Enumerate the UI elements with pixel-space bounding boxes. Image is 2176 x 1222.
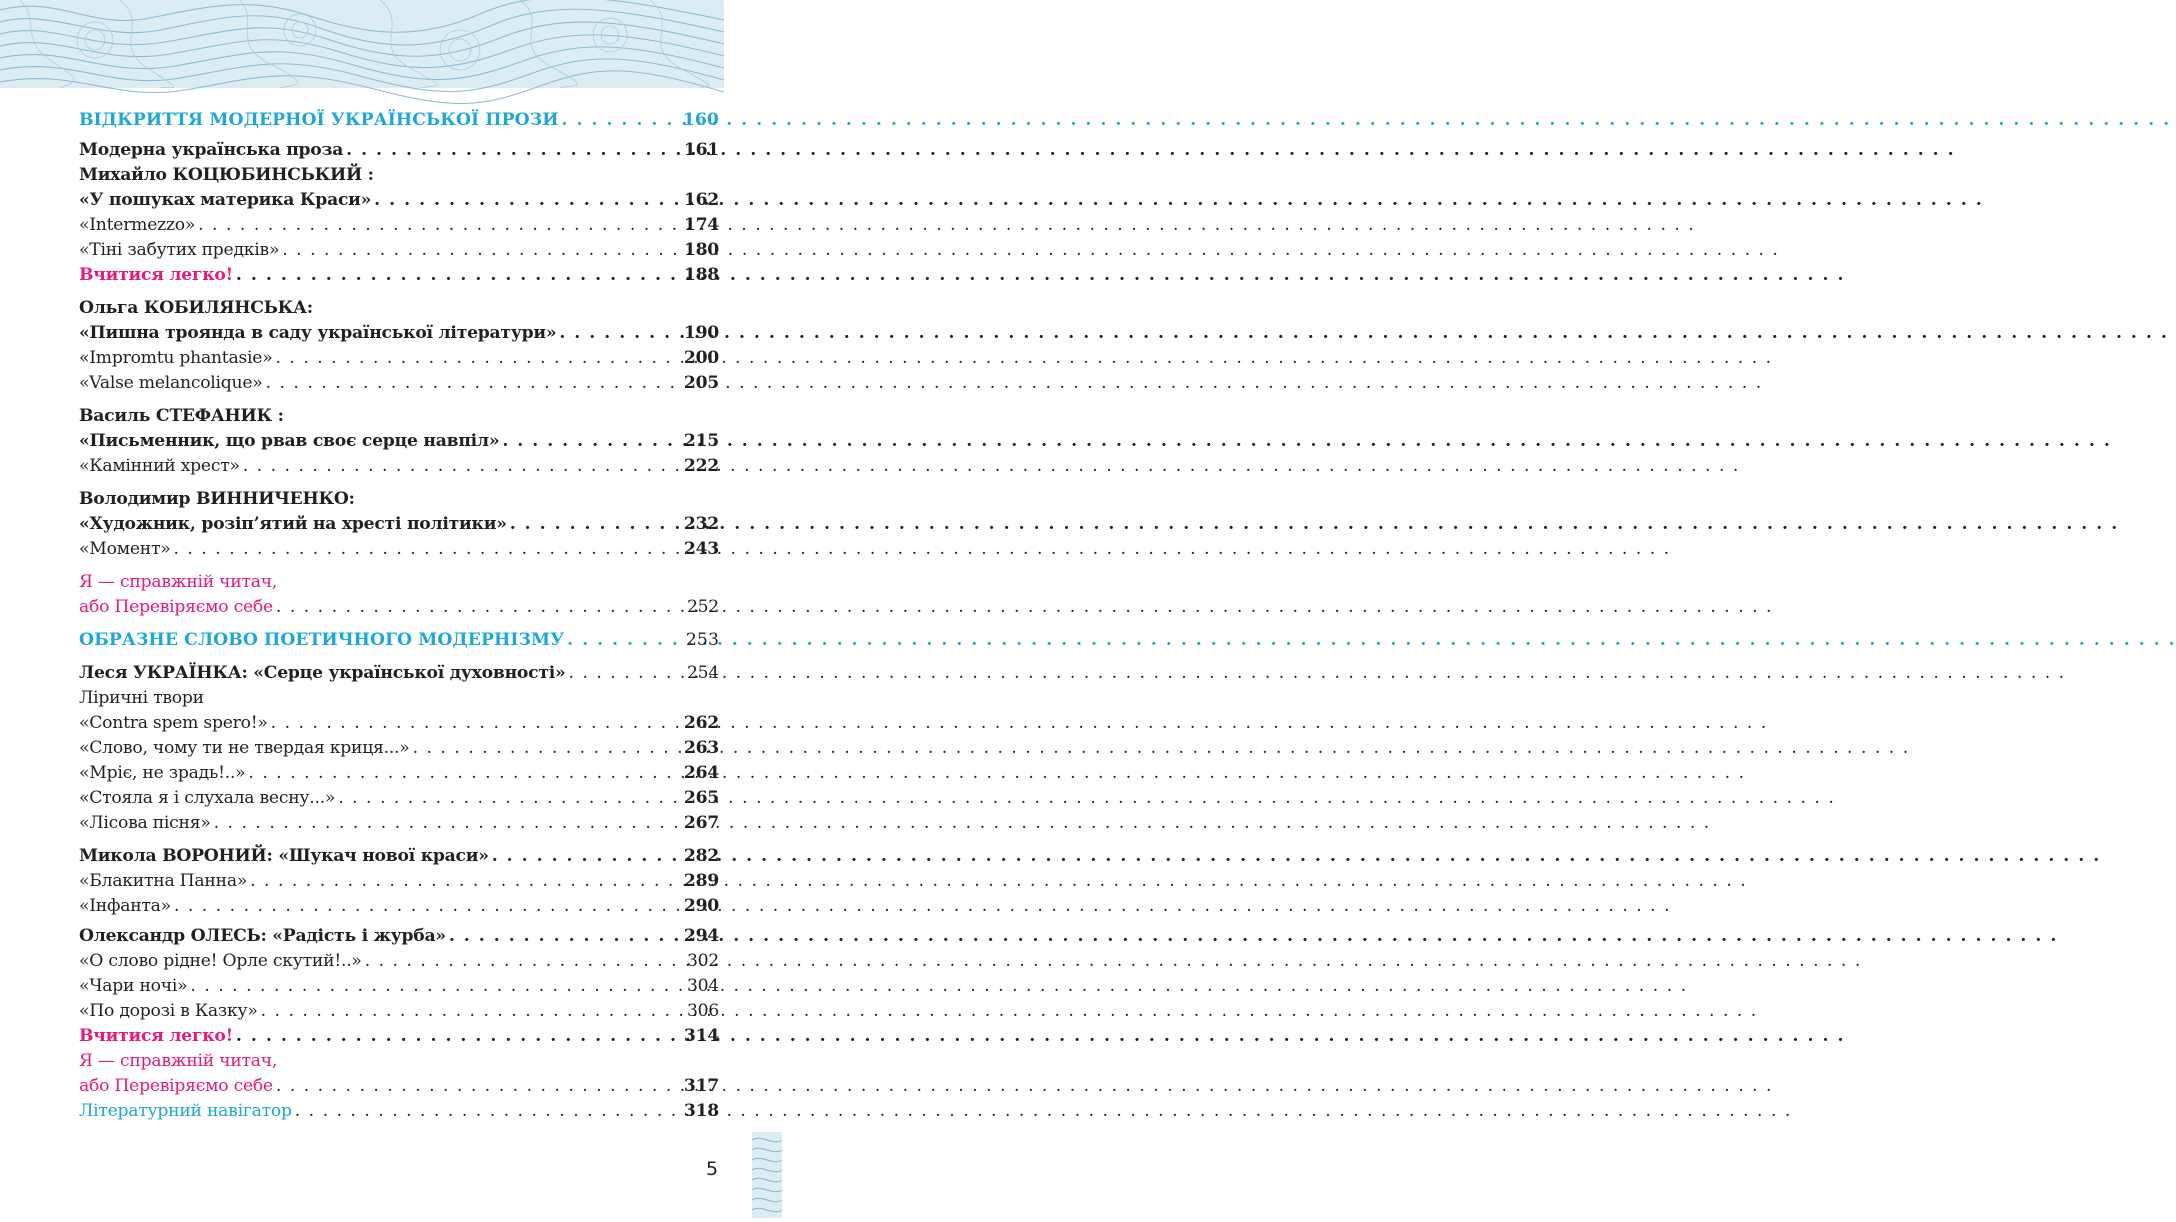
- dot-leader: [276, 1074, 678, 1099]
- dot-leader: [275, 346, 677, 371]
- dot-leader: [282, 238, 678, 263]
- toc-label: «Інфанта»: [79, 896, 171, 916]
- toc-entry-magenta: [79, 570, 719, 595]
- toc-page-number: 161: [683, 140, 719, 160]
- toc-author-heading: [79, 163, 719, 188]
- toc-label: Вчитися легко!: [79, 265, 233, 285]
- toc-page-number: 222: [683, 456, 719, 476]
- dot-leader: [236, 263, 678, 288]
- toc-page-number: 306: [686, 1001, 719, 1021]
- toc-label: Ліричні твори: [79, 688, 204, 708]
- toc-entry-magenta[interactable]: [79, 1024, 719, 1049]
- toc-page-number: 264: [683, 763, 719, 783]
- toc-entry[interactable]: [79, 213, 719, 238]
- toc-page-number: 302: [686, 951, 719, 971]
- dot-leader: [365, 949, 679, 974]
- toc-page-number: 265: [683, 788, 719, 808]
- toc-label: Модерна українська проза: [79, 140, 344, 160]
- toc-entry[interactable]: [79, 661, 719, 686]
- dot-leader: [174, 894, 678, 919]
- toc-label: Володимир ВИННИЧЕНКО:: [79, 489, 355, 509]
- toc-page-number: 263: [683, 738, 719, 758]
- toc-label: «У пошуках материка Краси»: [79, 190, 372, 210]
- dot-leader: [492, 844, 678, 869]
- toc-entry[interactable]: [79, 371, 719, 396]
- toc-page-number: 304: [686, 976, 719, 996]
- dot-leader: [449, 924, 678, 949]
- toc-entry[interactable]: [79, 188, 719, 213]
- toc-label: ВІДКРИТТЯ МОДЕРНОЇ УКРАЇНСЬКОЇ ПРОЗИ: [79, 110, 559, 130]
- toc-entry[interactable]: [79, 711, 719, 736]
- toc-entry[interactable]: [79, 869, 719, 894]
- toc-page-number: 252: [686, 597, 719, 617]
- toc-label: Літературний навігатор: [79, 1101, 292, 1121]
- toc-entry[interactable]: [79, 999, 719, 1024]
- toc-page-number: 314: [683, 1026, 719, 1046]
- dot-leader: [243, 454, 678, 479]
- toc-entry[interactable]: [79, 512, 719, 537]
- wave-side-tab-image: [752, 1132, 782, 1218]
- toc-entry[interactable]: [79, 949, 719, 974]
- toc-entry-magenta[interactable]: [79, 1074, 719, 1099]
- dot-leader: [266, 371, 678, 396]
- toc-label: «Художник, розіп’ятий на хресті політики»: [79, 514, 507, 534]
- dot-leader: [502, 429, 678, 454]
- toc-page-number: 317: [683, 1076, 719, 1096]
- dot-leader: [346, 138, 678, 163]
- toc-page-number: 188: [683, 265, 719, 285]
- toc-label: «Блакитна Панна»: [79, 871, 248, 891]
- toc-page-number: 162: [683, 190, 719, 210]
- toc-label: Я — справжній читач,: [79, 1051, 278, 1071]
- toc-entry[interactable]: [79, 454, 719, 479]
- toc-label: «Слово, чому ти не твердая криця...»: [79, 738, 410, 758]
- toc-entry[interactable]: [79, 537, 719, 562]
- dot-leader: [271, 711, 678, 736]
- dot-leader: [276, 595, 679, 620]
- toc-label: або Перевіряємо себе: [79, 1076, 273, 1096]
- toc-page-number: 232: [683, 514, 719, 534]
- toc-label: «Пишна троянда в саду української літератури»: [79, 323, 557, 343]
- toc-label: «Intermezzo»: [79, 215, 196, 235]
- toc-entry[interactable]: [79, 811, 719, 836]
- toc-label: «По дорозі в Казку»: [79, 1001, 258, 1021]
- toc-label: «Valse melancolique»: [79, 373, 263, 393]
- toc-entry[interactable]: [79, 894, 719, 919]
- toc-label: Вчитися легко!: [79, 1026, 233, 1046]
- toc-label: Ольга КОБИЛЯНСЬКА:: [79, 298, 313, 318]
- toc-page-number: 294: [683, 926, 719, 946]
- toc-entry-magenta: [79, 1049, 719, 1074]
- toc-label: Микола ВОРОНИЙ: «Шукач нової краси»: [79, 846, 489, 866]
- dot-leader: [250, 869, 678, 894]
- toc-label: «Мріє, не зрадь!..»: [79, 763, 246, 783]
- toc-label: «Impromtu phantasie»: [79, 348, 273, 368]
- toc-page-number: 254: [686, 663, 719, 683]
- toc-author-heading: [79, 404, 719, 429]
- toc-page-number: 318: [683, 1101, 719, 1121]
- toc-label: ОБРАЗНЕ СЛОВО ПОЕТИЧНОГО МОДЕРНІЗМУ: [79, 630, 565, 650]
- toc-entry[interactable]: [79, 924, 719, 949]
- dot-leader: [510, 512, 678, 537]
- toc-label: «Contra spem spero!»: [79, 713, 268, 733]
- toc-page-number: 190: [683, 323, 719, 343]
- toc-label: або Перевіряємо себе: [79, 597, 273, 617]
- toc-page-number: 253: [685, 630, 719, 650]
- dot-leader: [413, 736, 678, 761]
- dot-leader: [261, 999, 679, 1024]
- toc-subheading: [79, 686, 719, 711]
- toc-entry[interactable]: [79, 346, 719, 371]
- toc-label: «Камінний хрест»: [79, 456, 240, 476]
- toc-entry[interactable]: [79, 321, 719, 346]
- toc-entry[interactable]: [79, 138, 719, 163]
- toc-label: Михайло КОЦЮБИНСЬКИЙ :: [79, 165, 374, 185]
- dot-leader: [248, 761, 677, 786]
- toc-entry[interactable]: [79, 844, 719, 869]
- toc-entry[interactable]: [79, 429, 719, 454]
- dot-leader: [338, 786, 678, 811]
- toc-entry[interactable]: [79, 761, 719, 786]
- toc-page-number: 243: [683, 539, 719, 559]
- wave-banner-image: [0, 0, 724, 88]
- dot-leader: [374, 188, 678, 213]
- toc-label: Я — справжній читач,: [79, 572, 278, 592]
- toc-page-number: 200: [683, 348, 719, 368]
- toc-page-number: 215: [683, 431, 719, 451]
- dot-leader: [567, 628, 679, 653]
- toc-label: «Момент»: [79, 539, 171, 559]
- toc-label: Олександр ОЛЕСЬ: «Радість і журба»: [79, 926, 446, 946]
- page-number: 5: [706, 1158, 719, 1180]
- toc-section-heading[interactable]: [79, 628, 719, 653]
- dot-leader: [295, 1099, 678, 1124]
- toc-label: «Стояла я і слухала весну...»: [79, 788, 336, 808]
- dot-leader: [198, 213, 678, 238]
- toc-entry[interactable]: [79, 238, 719, 263]
- toc-author-heading: [79, 487, 719, 512]
- toc-page-number: 174: [683, 215, 719, 235]
- table-of-contents: [79, 108, 719, 1124]
- toc-page-number: 205: [683, 373, 719, 393]
- dot-leader: [569, 661, 679, 686]
- toc-page-number: 289: [683, 871, 719, 891]
- dot-leader: [559, 321, 678, 346]
- toc-page-number: 282: [683, 846, 719, 866]
- toc-label: «Письменник, що рвав своє серце навпіл»: [79, 431, 500, 451]
- toc-page-number: 180: [683, 240, 719, 260]
- toc-label: Леся УКРАЇНКА: «Серце української духовності»: [79, 663, 566, 683]
- dot-leader: [562, 108, 677, 133]
- toc-author-heading: [79, 296, 719, 321]
- toc-entry-cyan[interactable]: [79, 1099, 719, 1124]
- toc-entry[interactable]: [79, 736, 719, 761]
- toc-page-number: 290: [683, 896, 719, 916]
- toc-entry[interactable]: [79, 786, 719, 811]
- toc-entry-magenta[interactable]: [79, 595, 719, 620]
- dot-leader: [190, 974, 679, 999]
- toc-entry-magenta[interactable]: [79, 263, 719, 288]
- dot-leader: [236, 1024, 678, 1049]
- toc-label: «Лісова пісня»: [79, 813, 211, 833]
- toc-section-heading[interactable]: [79, 108, 719, 133]
- toc-entry[interactable]: [79, 974, 719, 999]
- toc-page-number: 262: [683, 713, 719, 733]
- toc-label: Василь СТЕФАНИК :: [79, 406, 284, 426]
- toc-label: «Тіні забутих предків»: [79, 240, 280, 260]
- toc-page-number: 267: [683, 813, 719, 833]
- toc-label: «Чари ночі»: [79, 976, 188, 996]
- toc-label: «О слово рідне! Орле скутий!..»: [79, 951, 362, 971]
- dot-leader: [173, 537, 677, 562]
- dot-leader: [214, 811, 678, 836]
- toc-page-number: 160: [682, 110, 719, 130]
